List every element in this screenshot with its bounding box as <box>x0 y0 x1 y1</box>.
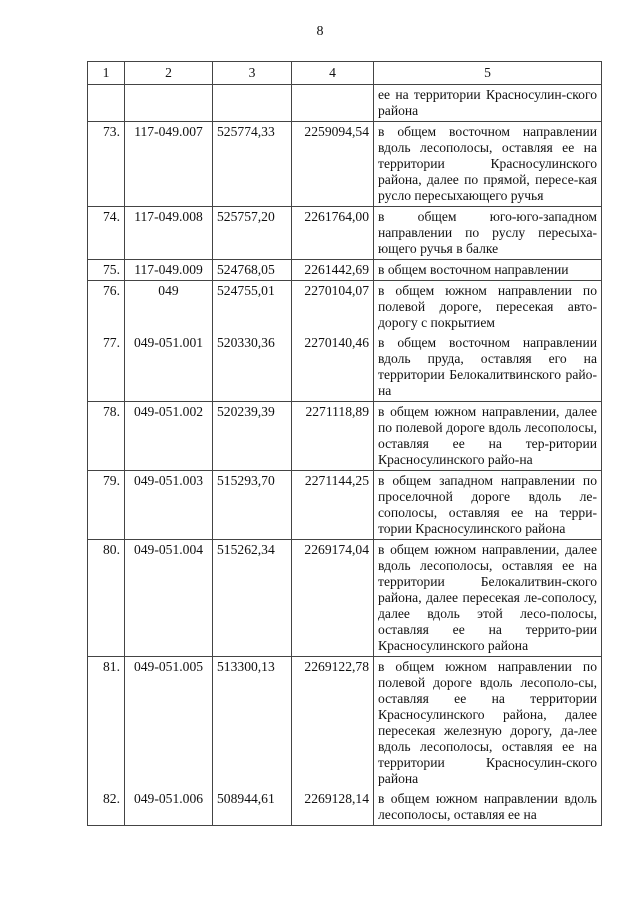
coordinate-y: 2270104,07 <box>292 281 374 334</box>
row-number: 82. <box>88 789 125 826</box>
row-description: в общем южном направлении по полевой дороге, пересекая авто-дорогу с покрытием <box>374 281 602 334</box>
coordinate-y: 2271144,25 <box>292 471 374 540</box>
row-description: в общем южном направлении, далее вдоль лесополосы, оставляя ее на территории Белокалитвин-ского района, далее пересекая ле-сополосу, далее вдоль этой лесо-полосы, оставляя ее на террито-рии Красносулинского района <box>374 540 602 657</box>
table-row <box>88 333 602 402</box>
coordinate-y: 2270140,46 <box>292 333 374 402</box>
coordinate-y: 2269122,78 <box>292 657 374 790</box>
point-code: 049-051.004 <box>125 540 213 657</box>
row-number: 77. <box>88 333 125 402</box>
point-code: 049 <box>125 281 213 334</box>
table-row <box>88 540 602 657</box>
table-row <box>88 402 602 471</box>
row-description: в общем южном направлении по полевой дороге вдоль лесополо-сы, оставляя ее на территории Красносулинского района, далее пересекая железную дорогу, да-лее вдоль лесополосы, оставляя ее на территории Красносулин-ского района <box>374 657 602 790</box>
coordinate-x: 513300,13 <box>213 657 292 790</box>
row-description: в общем южном направлении вдоль лесополосы, оставляя ее на <box>374 789 602 826</box>
point-code: 117-049.008 <box>125 207 213 260</box>
table-row <box>88 260 602 281</box>
table-header-row <box>88 62 602 85</box>
point-code: 049-051.003 <box>125 471 213 540</box>
point-code: 049-051.005 <box>125 657 213 790</box>
coordinate-x: 508944,61 <box>213 789 292 826</box>
table-row <box>88 207 602 260</box>
row-number: 79. <box>88 471 125 540</box>
coordinate-y: 2271118,89 <box>292 402 374 471</box>
row-description: в общем восточном направлении <box>374 260 602 281</box>
coordinate-x: 524755,01 <box>213 281 292 334</box>
coordinate-y: 2261442,69 <box>292 260 374 281</box>
row-description: в общем южном направлении, далее по полевой дороге вдоль лесополосы, оставляя ее на тер-ритории Красносулинского райо-на <box>374 402 602 471</box>
column-header: 1 <box>88 62 125 85</box>
row-number: 81. <box>88 657 125 790</box>
point-code: 049-051.001 <box>125 333 213 402</box>
column-header: 4 <box>292 62 374 85</box>
coordinate-y: 2259094,54 <box>292 122 374 207</box>
page-number: 8 <box>316 24 324 39</box>
table-row <box>88 122 602 207</box>
coordinate-x: 520330,36 <box>213 333 292 402</box>
row-description: в общем восточном направлении вдоль лесополосы, оставляя ее на территории Красносулинского района, далее по прямой, пересе-кая русло пересыхающего ручья <box>374 122 602 207</box>
row-number: 76. <box>88 281 125 334</box>
coordinate-y: 2261764,00 <box>292 207 374 260</box>
table-row <box>88 281 602 334</box>
coordinate-y: 2269174,04 <box>292 540 374 657</box>
coordinate-x: 525774,33 <box>213 122 292 207</box>
table-row <box>88 789 602 826</box>
boundary-table <box>87 61 602 826</box>
row-number: 73. <box>88 122 125 207</box>
point-code: 049-051.002 <box>125 402 213 471</box>
coordinate-x: 515293,70 <box>213 471 292 540</box>
column-header: 2 <box>125 62 213 85</box>
coordinate-x: 525757,20 <box>213 207 292 260</box>
coordinate-x: 520239,39 <box>213 402 292 471</box>
table-row <box>88 657 602 790</box>
point-code: 049-051.006 <box>125 789 213 826</box>
table-row <box>88 471 602 540</box>
coordinate-y: 2269128,14 <box>292 789 374 826</box>
row-description: в общем западном направлении по проселочной дороге вдоль ле-сополосы, оставляя ее на терри-тории Красносулинского района <box>374 471 602 540</box>
point-code: 117-049.009 <box>125 260 213 281</box>
row-number: 74. <box>88 207 125 260</box>
point-code: 117-049.007 <box>125 122 213 207</box>
coordinate-x: 524768,05 <box>213 260 292 281</box>
column-header: 3 <box>213 62 292 85</box>
row-number: 78. <box>88 402 125 471</box>
row-number: 80. <box>88 540 125 657</box>
row-description: в общем юго-юго-западном направлении по руслу пересыха-ющего ручья в балке <box>374 207 602 260</box>
row-description: в общем восточном направлении вдоль пруда, оставляя его на территории Белокалитвинского райо-на <box>374 333 602 402</box>
table-row-continuation <box>88 85 602 122</box>
row-number: 75. <box>88 260 125 281</box>
column-header: 5 <box>374 62 602 85</box>
row-description: ее на территории Красносулин-ского района <box>374 85 602 122</box>
coordinate-x: 515262,34 <box>213 540 292 657</box>
